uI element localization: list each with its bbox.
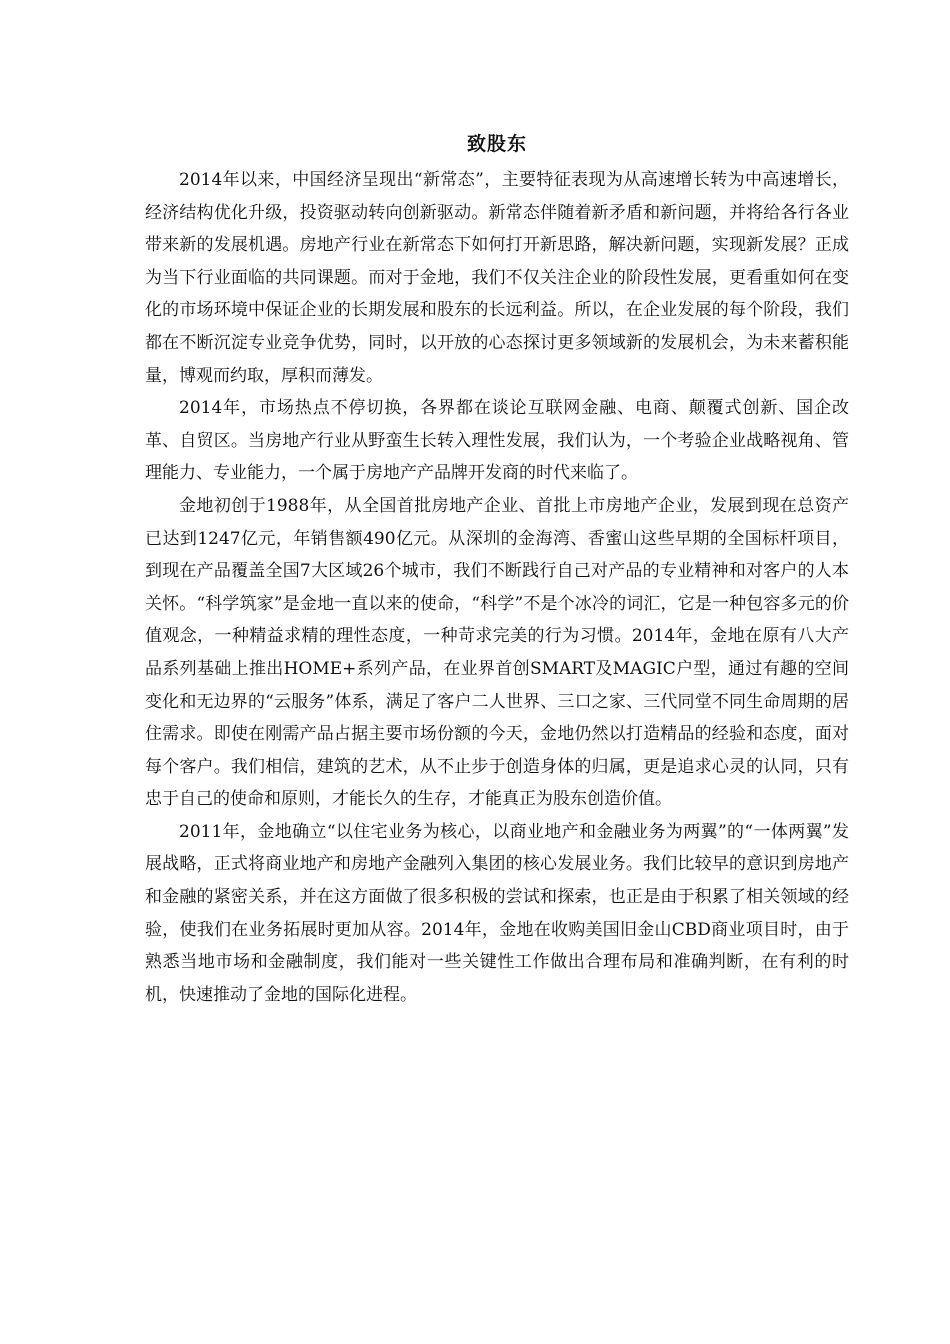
document-page: [145, 128, 849, 1011]
paragraph-4: 2011年，金地确立“以住宅业务为核心，以商业地产和金融业务为两翼”的“一体两翼”发展战略，正式将商业地产和房地产金融列入集团的核心发展业务。我们比较早的意识到房地产和金融的紧密关系，并在这方面做了很多积极的尝试和探索，也正是由于积累了相关领域的经验，使我们在业务拓展时更加从容。2014年，金地在收购美国旧金山CBD商业项目时，由于熟悉当地市场和金融制度，我们能对一些关键性工作做出合理布局和准确判断，在有利的时机，快速推动了金地的国际化进程。: [145, 821, 849, 1005]
paragraph-3: 金地初创于1988年，从全国首批房地产企业、首批上市房地产企业，发展到现在总资产已达到1247亿元，年销售额490亿元。从深圳的金海湾、香蜜山这些早期的全国标杆项目，到现在产品覆盖全国7大区域26个城市，我们不断践行自己对产品的专业精神和对客户的人本关怀。“科学筑家”是金地一直以来的使命，“科学”不是个冰冷的词汇，它是一种包容多元的价值观念，一种精益求精的理性态度，一种苛求完美的行为习惯。2014年，金地在原有八大产品系列基础上推出HOME+系列产品，在业界首创SMART及MAGIC户型，通过有趣的空间变化和无边界的“云服务”体系，满足了客户二人世界、三口之家、三代同堂不同生命周期的居住需求。即使在刚需产品占据主要市场份额的今天，金地仍然以打造精品的经验和态度，面对每个客户。我们相信，建筑的艺术，从不止步于创造身体的归属，更是追求心灵的认同，只有忠于自己的使命和原则，才能长久的生存，才能真正为股东创造价值。: [145, 495, 849, 810]
page-title: 致股东: [466, 133, 527, 155]
paragraph-1: 2014年以来，中国经济呈现出“新常态”，主要特征表现为从高速增长转为中高速增长，经济结构优化升级，投资驱动转向创新驱动。新常态伴随着新矛盾和新问题，并将给各行各业带来新的发展机遇。房地产行业在新常态下如何打开新思路，解决新问题，实现新发展？正成为当下行业面临的共同课题。而对于金地，我们不仅关注企业的阶段性发展，更看重如何在变化的市场环境中保证企业的长期发展和股东的长远利益。所以，在企业发展的每个阶段，我们都在不断沉淀专业竞争优势，同时，以开放的心态探讨更多领域新的发展机会，为未来蓄积能量，博观而约取，厚积而薄发。: [145, 170, 849, 386]
paragraph-2: 2014年，市场热点不停切换，各界都在谈论互联网金融、电商、颠覆式创新、国企改革、自贸区。当房地产行业从野蛮生长转入理性发展，我们认为，一个考验企业战略视角、管理能力、专业能力，一个属于房地产产品牌开发商的时代来临了。: [145, 398, 849, 484]
